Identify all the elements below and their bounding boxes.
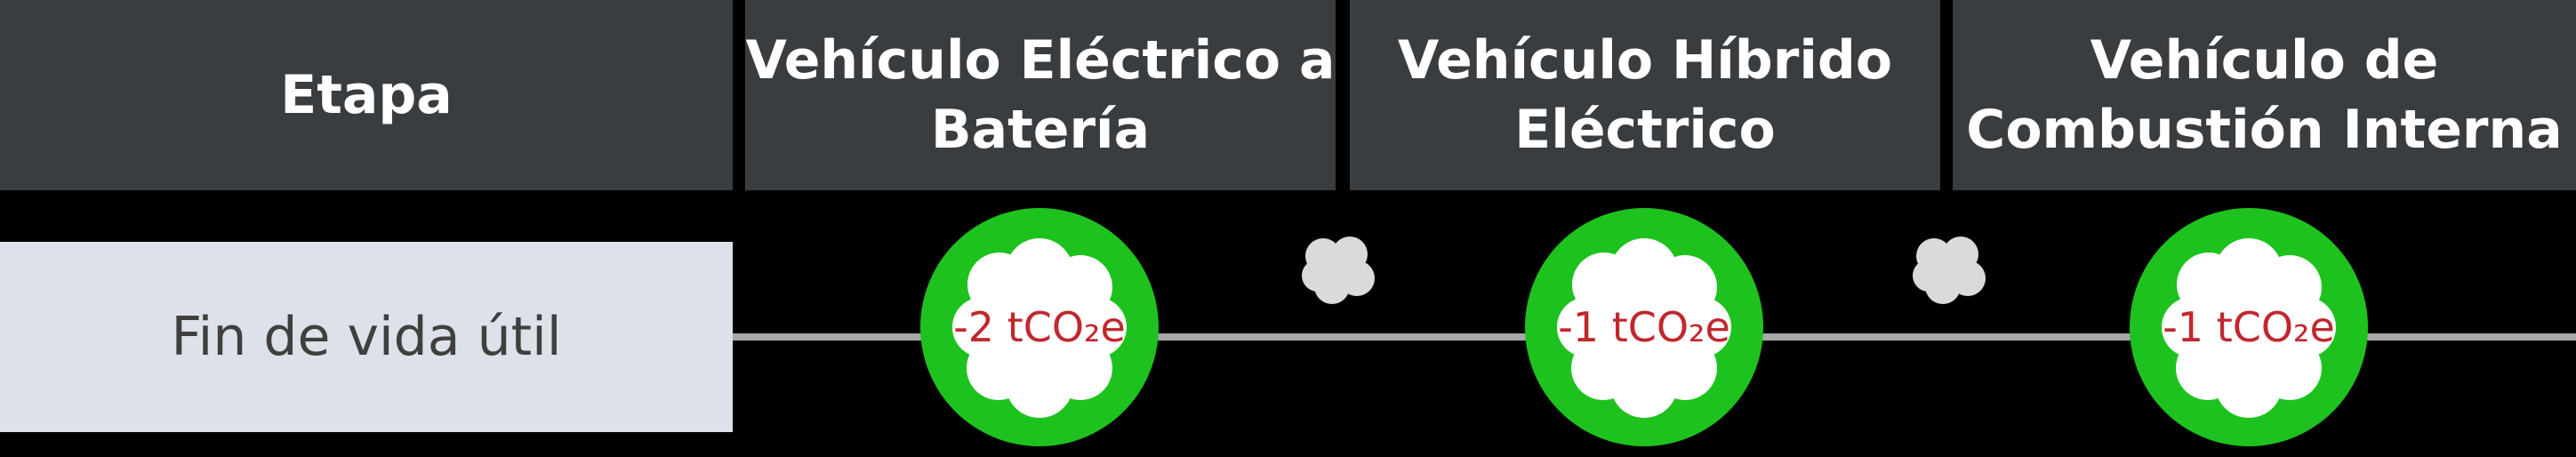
emission-value-hev: -1 tCO₂e	[1558, 303, 1730, 351]
emission-badge-ice	[2124, 203, 2373, 452]
stage-header	[0, 0, 733, 190]
column-header-hev-label: Vehículo Híbrido Eléctrico	[1397, 29, 1893, 161]
emission-badge-hev	[1520, 203, 1769, 452]
small-cloud-icon	[1296, 229, 1378, 311]
emission-badge-bev	[915, 203, 1164, 452]
column-header-hev	[1350, 0, 1940, 190]
column-header-bev-label: Vehículo Eléctrico a Batería	[745, 29, 1336, 161]
column-header-ice	[1953, 0, 2576, 190]
row-label-text: Fin de vida útil	[171, 306, 562, 368]
small-cloud-icon	[1907, 229, 1989, 311]
emission-value-ice: -1 tCO₂e	[2163, 303, 2335, 351]
row-label-end-of-life	[0, 242, 733, 432]
emission-value-bev: -2 tCO₂e	[953, 303, 1126, 351]
stage-header-label: Etapa	[280, 64, 453, 126]
column-header-bev	[745, 0, 1336, 190]
column-header-ice-label: Vehículo de Combustión Interna	[1966, 29, 2563, 161]
